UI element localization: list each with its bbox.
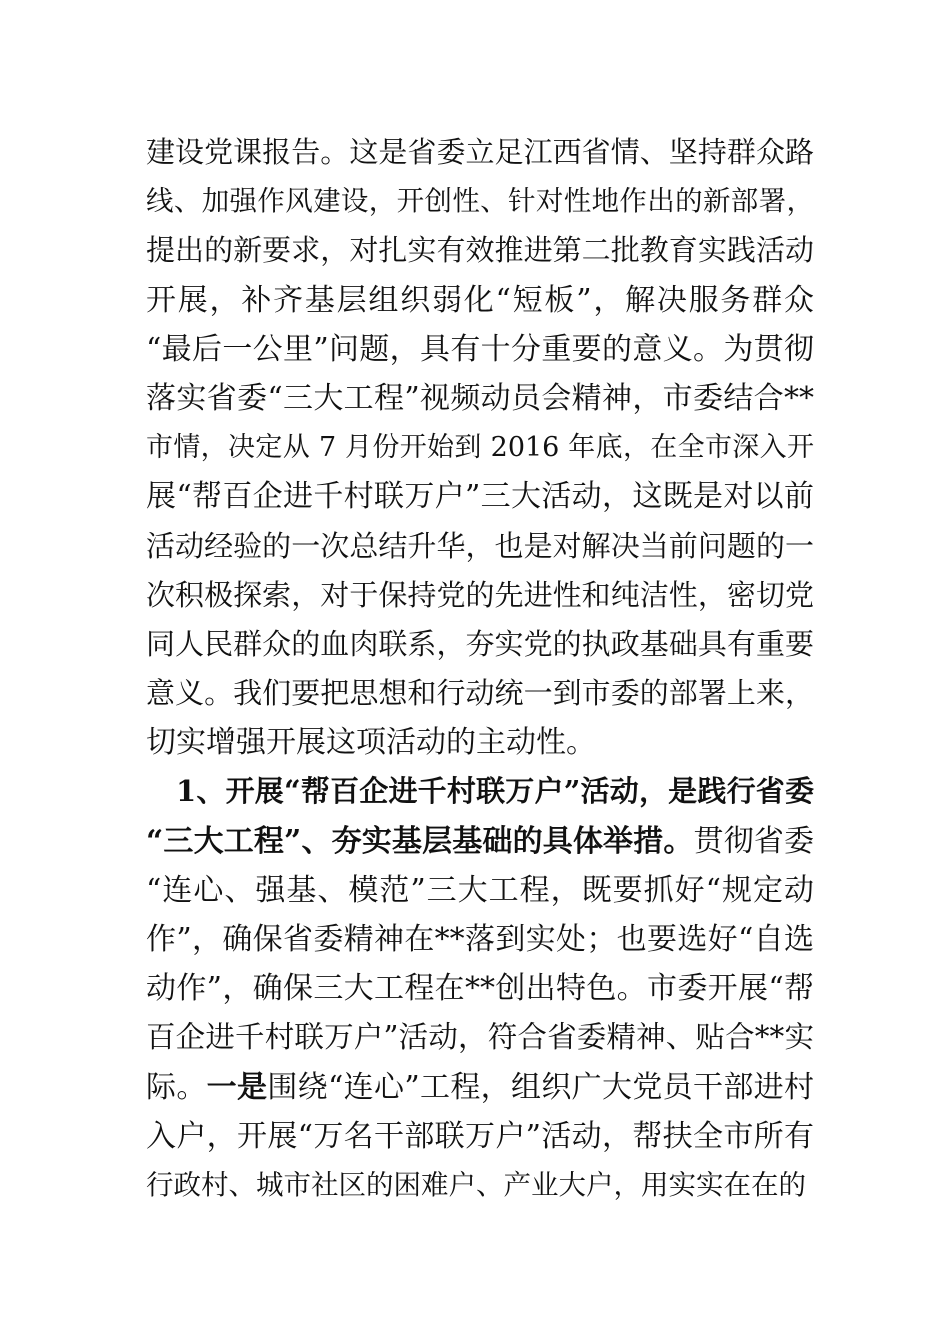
text-line: 入户，开展“万名干部联万户”活动，帮扶全市所有 [146,1118,814,1154]
text-line: 建设党课报告。这是省委立足江西省情、坚持群众路 [146,135,814,169]
text-line: 百企进千村联万户”活动，符合省委精神、贴合**实 [146,1020,814,1055]
text-line: “连心、强基、模范”三大工程，既要抓好“规定动 [146,872,814,908]
text-line: 落实省委“三大工程”视频动员会精神，市委结合** [146,380,814,416]
text-line: 行政村、城市社区的困难户、产业大户，用实实在在的 [146,1168,806,1201]
text-run: 际。 [146,1069,207,1105]
section-heading-end: “三大工程”、夯实基层基础的具体举措。 [146,823,694,859]
text-line [146,1063,814,1112]
text-line: 展“帮百企进千村联万户”三大活动，这既是对以前 [146,479,814,515]
text-line: 作”，确保省委精神在**落到实处；也要选好“自选 [146,922,814,957]
text-line [146,817,814,866]
text-line: 线、加强作风建设，开创性、针对性地作出的新部署， [146,185,814,218]
paragraph-2 [146,767,814,1210]
point-marker: 一是 [206,1069,268,1105]
text-run: 贯彻省委 [693,823,815,859]
text-run: 围绕“连心”工程，组织广大党员干部进村 [267,1069,815,1105]
document-body [146,128,814,1210]
section-heading-line: 1、开展“帮百企进千村联万户”活动，是践行省委 [176,774,814,809]
text-line: 活动经验的一次总结升华，也是对解决当前问题的一 [146,528,814,563]
text-line: 切实增强开展这项活动的主动性。 [146,725,596,761]
text-line: “最后一公里”问题，具有十分重要的意义。为贯彻 [146,331,814,367]
text-line: 同人民群众的血肉联系，夯实党的执政基础具有重要 [146,626,814,661]
text-line: 意义。我们要把思想和行动统一到市委的部署上来， [146,676,814,711]
text-line: 次积极探索，对于保持党的先进性和纯洁性，密切党 [146,577,814,612]
text-line: 动作”，确保三大工程在**创出特色。市委开展“帮 [146,971,814,1007]
text-line: 开展，补齐基层组织弱化“短板”，解决服务群众 [146,282,814,318]
text-line: 提出的新要求，对扎实有效推进第二批教育实践活动 [146,233,814,268]
text-line: 市情，决定从 7 月份开始到 2016 年底，在全市深入开 [146,432,814,464]
paragraph-1 [146,128,814,767]
